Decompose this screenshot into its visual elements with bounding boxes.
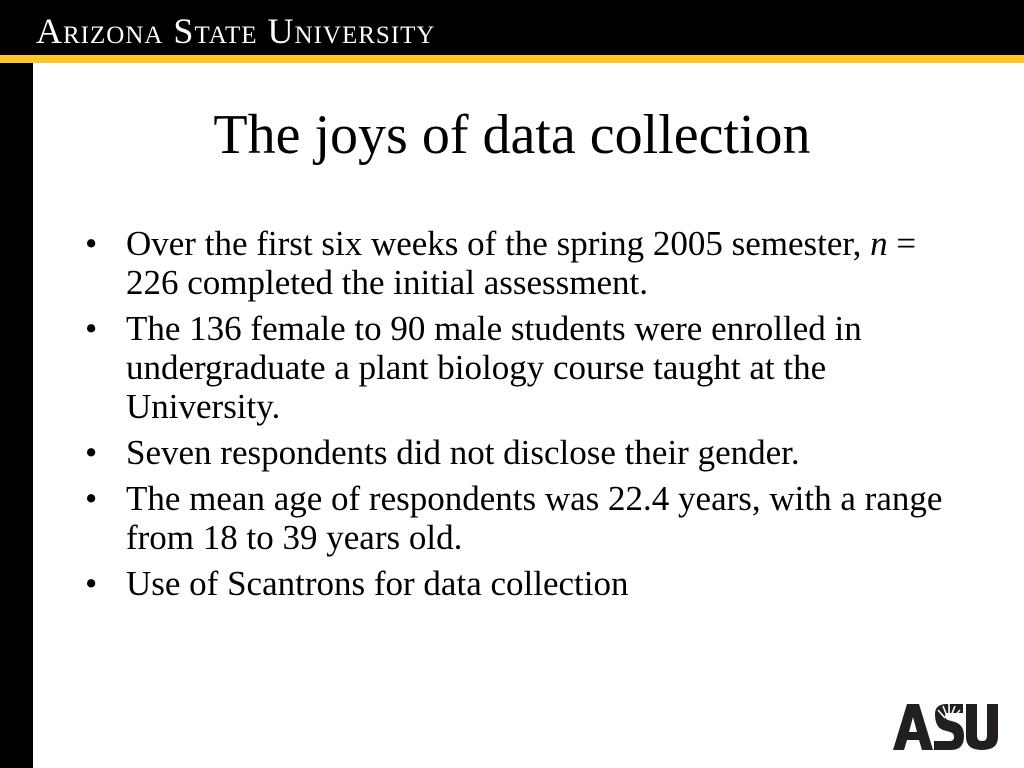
bullet-item-3	[85, 433, 945, 472]
header-bar	[0, 0, 1024, 55]
bullet-item-5	[85, 564, 945, 603]
university-wordmark: Arizona State University	[36, 11, 436, 51]
bullet-text-3: Seven respondents did not disclose their gender.	[126, 433, 800, 472]
bullet-icon: •	[85, 224, 98, 263]
bullet-icon: •	[85, 433, 98, 472]
bullet-text-1a: Over the first six weeks of the spring 2005 semester,	[126, 224, 871, 263]
bullet-text-2: The 136 female to 90 male students were enrolled in undergraduate a plant biology course taught at the University.	[126, 309, 862, 426]
bullet-item-2	[85, 309, 945, 426]
bullet-item-4	[85, 479, 945, 557]
bullet-text-5: Use of Scantrons for data collection	[126, 564, 629, 603]
left-sidebar-bar	[0, 63, 33, 768]
bullet-icon: •	[85, 309, 98, 348]
asu-logo	[893, 700, 1003, 752]
header-gold-stripe	[0, 55, 1024, 63]
bullet-text-1b: = 226 completed the initial assessment.	[126, 224, 917, 302]
slide-title: The joys of data collection	[213, 104, 811, 166]
bullet-item-1	[85, 224, 945, 302]
bullet-list	[85, 224, 945, 610]
bullet-text-4: The mean age of respondents was 22.4 years, with a range from 18 to 39 years old.	[126, 479, 943, 557]
bullet-icon: •	[85, 564, 98, 603]
bullet-text-1-italic: n	[870, 224, 888, 263]
bullet-icon: •	[85, 479, 98, 518]
